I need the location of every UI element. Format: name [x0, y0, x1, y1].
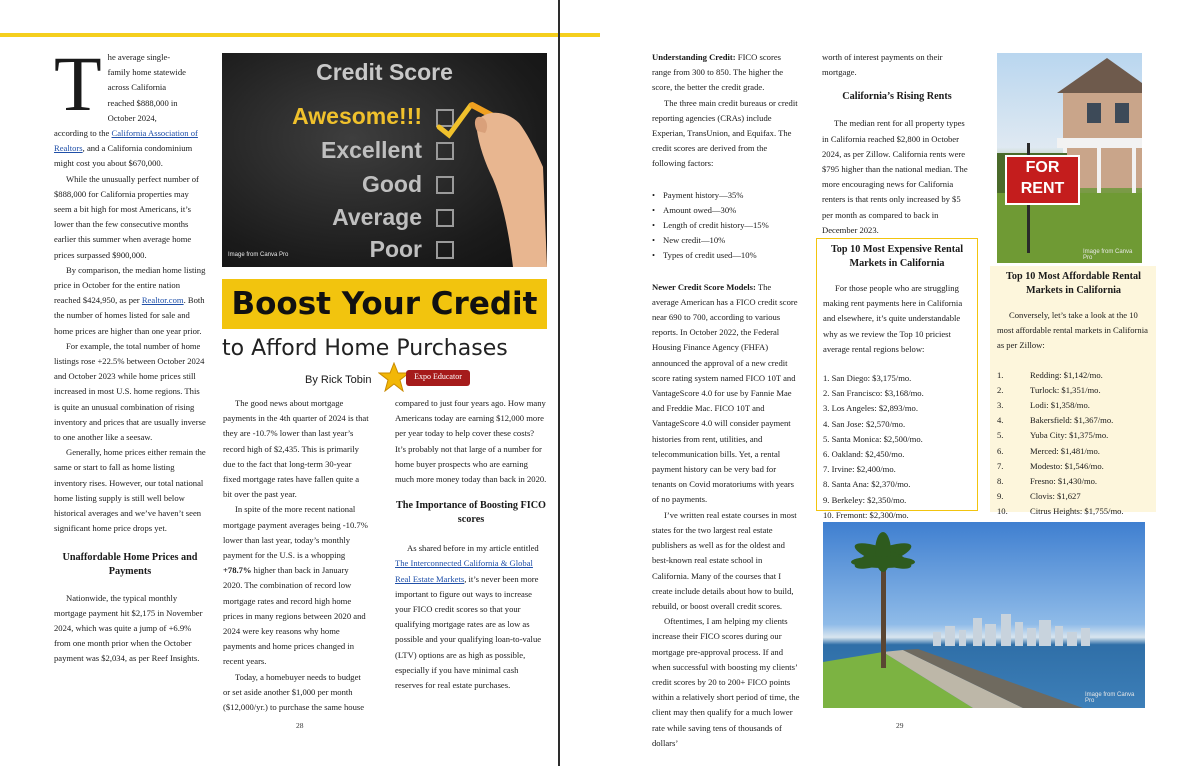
- paragraph: In spite of the more recent national mortgage payment averages being -10.7% lower than last year, today’s monthly payment for the U.S. is a whopping +78.7% higher than back in January 2020. The combination of record low mortgage rates and record high home prices in many regions between 2020 and 2024 were key reasons why home payments and home prices changed in recent years.: [223, 504, 368, 667]
- score-row-poor: Poor: [369, 236, 422, 262]
- box-heading: Top 10 Most Affordable Rental Markets in California: [1006, 271, 1141, 296]
- intro-line: reached $888,000 in: [107, 97, 178, 108]
- list-item: 2. San Francisco: $3,168/mo.: [823, 388, 924, 399]
- san-diego-skyline-image: [823, 522, 1145, 708]
- paragraph: compared to just four years ago. How many Americans today are earning $12,000 more per year today to help cover these costs? It’s probably not that large of a number for home buyer prospects who are earning much more money today than back in 2020.: [395, 398, 547, 485]
- expensive-list: [823, 371, 971, 523]
- score-row-excellent: Excellent: [321, 137, 422, 163]
- hand-with-pen-icon: [427, 83, 547, 267]
- for-rent-sign: FOR RENT: [1005, 155, 1080, 205]
- image-caption: Image from Canva Pro: [1085, 692, 1135, 704]
- page-number-right: 29: [896, 721, 904, 730]
- list-item: 7. Irvine: $2,400/mo.: [823, 464, 896, 475]
- list-item: 1. Redding: $1,142/mo.: [997, 369, 1103, 380]
- car-link[interactable]: California Association of Realtors: [54, 128, 198, 154]
- paragraph: Today, a homebuyer needs to budget or set aside another $1,000 per month ($12,000/yr.) to purchase the same house: [223, 671, 365, 713]
- list-item: 2. Turlock: $1,351/mo.: [997, 384, 1101, 395]
- list-item: • New credit—10%: [652, 233, 800, 248]
- list-item: 6. Oakland: $2,450/mo.: [823, 449, 905, 460]
- list-item: 3. Lodi: $1,358/mo.: [997, 400, 1090, 411]
- intro-line: across California: [107, 82, 167, 93]
- list-item: 5. Santa Monica: $2,500/mo.: [823, 433, 923, 444]
- paragraph: I’ve written real estate courses in most states for the two largest real estate publishers as well as for the oldest and best-known real estate school in California. Many of the courses that I create include details about how to build, rebuild, or boost overall credit scores.: [652, 509, 797, 611]
- paragraph: For those people who are struggling making rent payments here in California and elsewhere, it’s quite understandable why as we review the Top 10 priciest average rental regions below:: [823, 283, 963, 354]
- list-item: 5. Yuba City: $1,375/mo.: [997, 430, 1109, 441]
- credit-score-title: Credit Score: [316, 59, 453, 85]
- subtitle: to Afford Home Purchases: [222, 336, 508, 361]
- list-item: 4. Bakersfield: $1,367/mo.: [997, 415, 1114, 426]
- paragraph: according to the California Association of Realtors, and a California condominium might cost you about $670,000.: [54, 128, 198, 169]
- page-gutter: [558, 0, 560, 766]
- section-heading: California’s Rising Rents: [842, 91, 952, 103]
- list-item: • Length of credit history—15%: [652, 218, 800, 233]
- drop-cap: T: [54, 40, 102, 127]
- list-item: 7. Modesto: $1,546/mo.: [997, 460, 1104, 471]
- score-row-average: Average: [332, 204, 422, 230]
- city-illustration: [823, 522, 1145, 708]
- list-item: • Amount owed—30%: [652, 203, 800, 218]
- section-heading: The Importance of Boosting FICO scores: [396, 500, 546, 526]
- image-caption: Image from Canva Pro: [1083, 249, 1133, 261]
- paragraph: The three main credit bureaus or credit reporting agencies (CRAs) include Experian, TransUnion, and Equifax. The credit scores are derived from the following factors:: [652, 97, 798, 169]
- paragraph: As shared before in my article entitled The Interconnected California & Global Real Estate Markets, it’s never been more important to figure out ways to increase your FICO credit scores so that your qualifying mortgage rates are as low as possible and your qualifying loan-to-value (LTV) options are as high as possible, especially if you have minimal cash reserves for real estate purchases.: [395, 543, 542, 691]
- intro-line: family home statewide: [107, 67, 186, 78]
- affordable-rentals-box: [990, 266, 1156, 517]
- page-number-left: 28: [296, 721, 304, 730]
- paragraph: Nationwide, the typical monthly mortgage payment hit $2,175 in November 2024, which was quite a jump of +6.9% from one month prior when the October payment was $2,034, as per Reef Insights.: [54, 592, 203, 664]
- paragraph: By comparison, the median home listing price in October for the entire nation reached $424,950, as per Realtor.com. Both the number of homes listed for sale and home prices are higher than one year prior.: [54, 264, 206, 336]
- byline: By Rick Tobin: [305, 374, 372, 386]
- for-rent-house-image: [997, 53, 1142, 263]
- paragraph: worth of interest payments on their mortgage.: [822, 52, 943, 78]
- list-item: 10. Fremont: $2,300/mo.: [823, 509, 909, 520]
- list-item: 8. Santa Ana: $2,370/mo.: [823, 479, 911, 490]
- list-item: 3. Los Angeles: $2,893/mo.: [823, 403, 919, 414]
- list-item: 10. Citrus Heights: $1,755/mo.: [997, 506, 1124, 517]
- paragraph: The good news about mortgage payments in the 4th quarter of 2024 is that they are -10.7% lower than last year’s record high of $2,435. This is primarily due to the fact that long-term 30-year fixed mortgage rates have fallen quite a bit over the past year.: [223, 398, 369, 500]
- paragraph: Newer Credit Score Models: The average American has a FICO credit score near 690 to 700, according to various reports. In October 2022, the Federal Housing Finance Agency (FHFA) announced the approval of a new credit score rating system named FICO 10T and VantageScore 4.0 for use by Fannie Mae and Freddie Mac. FICO 10T and VantageScore 4.0 will consider payment histories from rent, utilities, and telecommunication bills. Yet, a rental payment history can be very bad for tenants on Covid moratoriums with years of no payments.: [652, 281, 798, 505]
- expo-educator-badge: Expo Educator: [406, 370, 470, 386]
- list-item: • Payment history—35%: [652, 188, 800, 203]
- yellow-top-rule: [0, 33, 600, 37]
- paragraph: Oftentimes, I am helping my clients increase their FICO scores during our mortgage pre-approval process. If and when successful with boosting my clients’ credit scores by 20 to 200+ FICO points within a relatively short period of time, the client may then qualify for a much lower rate while saving tens of thousands of dollars’: [652, 616, 800, 748]
- box-heading: Top 10 Most Expensive Rental Markets in California: [830, 244, 964, 269]
- paragraph: Understanding Credit: FICO scores range from 300 to 850. The higher the score, the better the credit grade.: [652, 52, 784, 93]
- score-row-good: Good: [361, 171, 422, 197]
- credit-score-image: [222, 53, 547, 267]
- list-item: • Types of credit used—10%: [652, 248, 800, 263]
- article-link[interactable]: The Interconnected California & Global Real Estate Markets: [395, 558, 533, 584]
- section-heading: Unaffordable Home Prices and Payments: [62, 551, 198, 577]
- realtor-link[interactable]: Realtor.com: [141, 295, 184, 306]
- right-column-1: [652, 50, 800, 751]
- paragraph: The median rent for all property types in California reached $2,800 in October 2024, as per Zillow. California rents were $795 higher than the national median. The more encouraging news for California renters is that rents only increased by $5 per month as compared to back in December 2023.: [822, 118, 968, 235]
- intro-line: he average single-: [107, 52, 171, 62]
- left-column-2: [223, 396, 370, 715]
- expensive-rentals-box: [816, 238, 978, 520]
- paragraph: Generally, home prices either remain the same or start to fall as home listing inventory rises. However, our total national home listing supply is still well below historical averages and we’ve haven’t seen significant home price drops yet.: [54, 447, 206, 534]
- list-item: 1. San Diego: $3,175/mo.: [823, 373, 912, 384]
- credit-factors-list: [652, 188, 800, 264]
- intro-line: October 2024,: [107, 112, 157, 123]
- paragraph: For example, the total number of home listings rose +22.5% between October 2024 and October 2023 while home prices still increased in most U.S. home regions. This is quite an unusual combination of rising inventory and prices that are usually inverse to one another like a seesaw.: [54, 340, 206, 443]
- list-item: 4. San Jose: $2,570/mo.: [823, 418, 906, 429]
- left-column-1: [54, 40, 206, 667]
- right-column-2: [822, 50, 972, 238]
- headline: Boost Your Credit: [222, 279, 547, 329]
- image-caption: Image from Canva Pro: [228, 252, 289, 258]
- list-item: 6. Merced: $1,481/mo.: [997, 445, 1100, 456]
- list-item: 9. Berkeley: $2,350/mo.: [823, 494, 907, 505]
- list-item: 9. Clovis: $1,627: [997, 491, 1081, 502]
- paragraph: Conversely, let’s take a look at the 10 most affordable rental markets in California as per Zillow:: [997, 310, 1148, 351]
- affordable-list: [997, 368, 1150, 520]
- list-item: 8. Fresno: $1,430/mo.: [997, 476, 1098, 487]
- paragraph: While the unusually perfect number of $888,000 for California properties may seem a bit high for most Americans, it’s lower than the few consecutive months earlier this summer when average home prices surpassed $900,000.: [54, 173, 199, 260]
- left-column-3: [395, 396, 547, 693]
- score-row-awesome: Awesome!!!: [292, 103, 422, 129]
